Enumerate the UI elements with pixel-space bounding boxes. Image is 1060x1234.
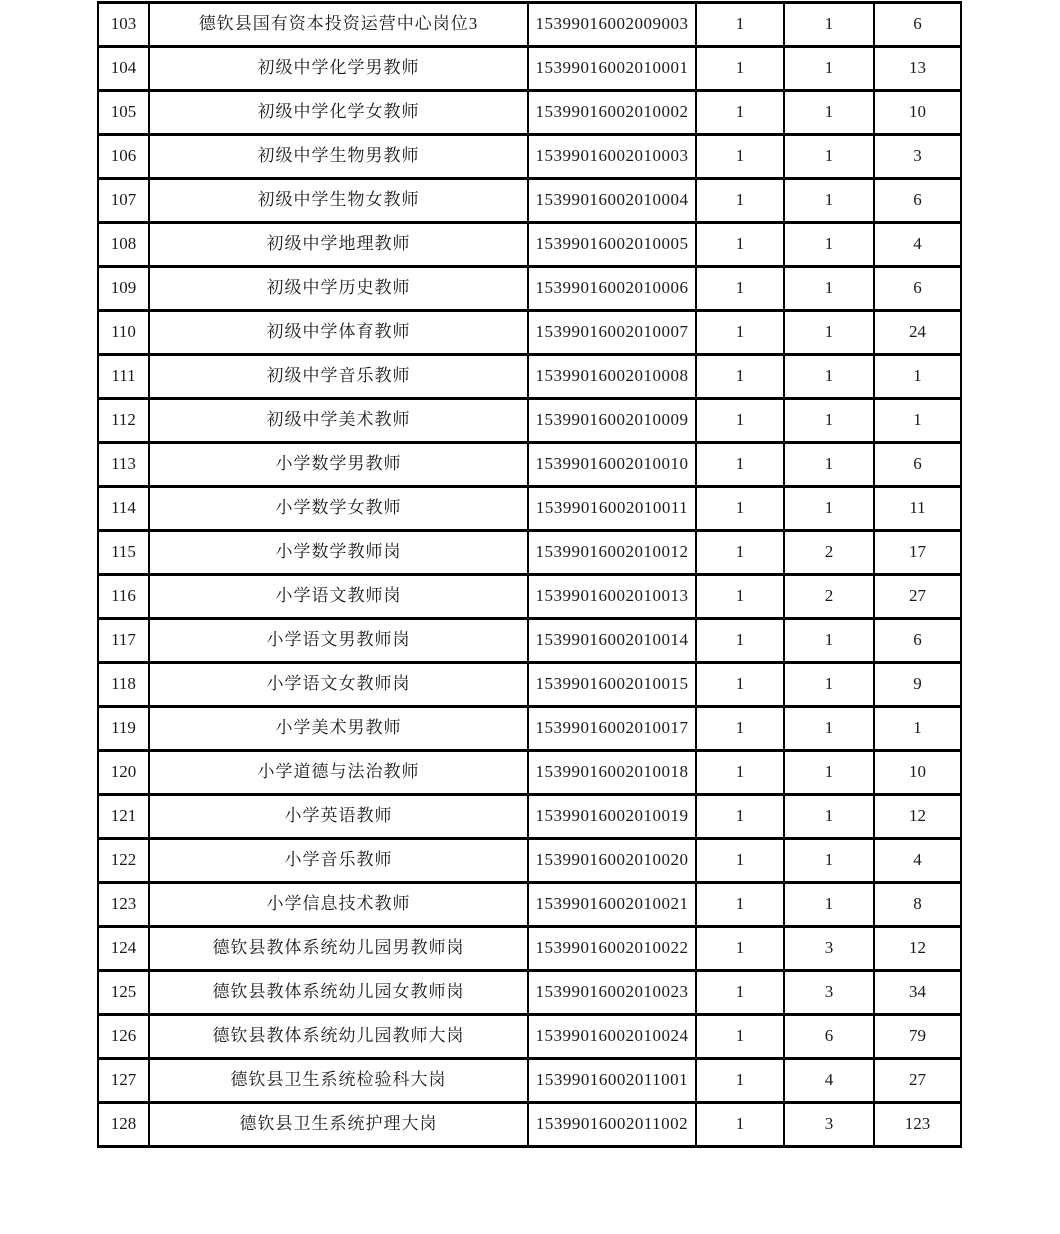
position-code-cell: 15399016002010015 — [528, 663, 696, 707]
value-3-cell: 1 — [874, 399, 961, 443]
position-name-cell: 小学美术男教师 — [149, 707, 528, 751]
row-number-cell: 124 — [98, 927, 149, 971]
position-code-cell: 15399016002010010 — [528, 443, 696, 487]
table-row — [98, 575, 961, 619]
row-number-cell: 126 — [98, 1015, 149, 1059]
table-row — [98, 839, 961, 883]
row-number-cell: 109 — [98, 267, 149, 311]
table-row — [98, 707, 961, 751]
position-code-cell: 15399016002011002 — [528, 1103, 696, 1147]
value-3-cell: 1 — [874, 707, 961, 751]
row-number-cell: 117 — [98, 619, 149, 663]
table-row — [98, 487, 961, 531]
value-3-cell: 4 — [874, 223, 961, 267]
value-3-cell: 13 — [874, 47, 961, 91]
value-2-cell: 1 — [784, 267, 874, 311]
value-2-cell: 1 — [784, 355, 874, 399]
position-name-cell: 小学语文男教师岗 — [149, 619, 528, 663]
value-1-cell: 1 — [696, 707, 784, 751]
position-code-cell: 15399016002011001 — [528, 1059, 696, 1103]
value-1-cell: 1 — [696, 355, 784, 399]
position-name-cell: 德钦县教体系统幼儿园男教师岗 — [149, 927, 528, 971]
row-number-cell: 107 — [98, 179, 149, 223]
value-1-cell: 1 — [696, 135, 784, 179]
row-number-cell: 116 — [98, 575, 149, 619]
value-2-cell: 1 — [784, 399, 874, 443]
value-1-cell: 1 — [696, 443, 784, 487]
table-row — [98, 751, 961, 795]
value-3-cell: 6 — [874, 267, 961, 311]
table-row — [98, 399, 961, 443]
position-name-cell: 初级中学化学女教师 — [149, 91, 528, 135]
position-code-cell: 15399016002010013 — [528, 575, 696, 619]
table-row — [98, 311, 961, 355]
value-2-cell: 1 — [784, 883, 874, 927]
value-1-cell: 1 — [696, 3, 784, 47]
position-name-cell: 初级中学历史教师 — [149, 267, 528, 311]
value-2-cell: 4 — [784, 1059, 874, 1103]
value-3-cell: 123 — [874, 1103, 961, 1147]
positions-table — [97, 1, 962, 1148]
value-3-cell: 17 — [874, 531, 961, 575]
position-name-cell: 初级中学生物男教师 — [149, 135, 528, 179]
row-number-cell: 125 — [98, 971, 149, 1015]
position-code-cell: 15399016002010003 — [528, 135, 696, 179]
value-1-cell: 1 — [696, 1059, 784, 1103]
value-2-cell: 1 — [784, 839, 874, 883]
value-2-cell: 1 — [784, 795, 874, 839]
row-number-cell: 120 — [98, 751, 149, 795]
position-code-cell: 15399016002010011 — [528, 487, 696, 531]
position-code-cell: 15399016002010006 — [528, 267, 696, 311]
value-3-cell: 79 — [874, 1015, 961, 1059]
position-name-cell: 初级中学美术教师 — [149, 399, 528, 443]
position-code-cell: 15399016002010022 — [528, 927, 696, 971]
value-2-cell: 1 — [784, 135, 874, 179]
position-code-cell: 15399016002010017 — [528, 707, 696, 751]
position-name-cell: 初级中学体育教师 — [149, 311, 528, 355]
value-1-cell: 1 — [696, 839, 784, 883]
position-code-cell: 15399016002010014 — [528, 619, 696, 663]
table-row — [98, 267, 961, 311]
table-row — [98, 927, 961, 971]
row-number-cell: 128 — [98, 1103, 149, 1147]
value-2-cell: 2 — [784, 575, 874, 619]
position-code-cell: 15399016002010004 — [528, 179, 696, 223]
value-3-cell: 3 — [874, 135, 961, 179]
value-2-cell: 2 — [784, 531, 874, 575]
value-3-cell: 12 — [874, 927, 961, 971]
position-name-cell: 小学语文教师岗 — [149, 575, 528, 619]
position-code-cell: 15399016002009003 — [528, 3, 696, 47]
position-name-cell: 初级中学地理教师 — [149, 223, 528, 267]
position-code-cell: 15399016002010021 — [528, 883, 696, 927]
value-2-cell: 1 — [784, 179, 874, 223]
value-1-cell: 1 — [696, 47, 784, 91]
value-1-cell: 1 — [696, 91, 784, 135]
row-number-cell: 122 — [98, 839, 149, 883]
value-1-cell: 1 — [696, 927, 784, 971]
row-number-cell: 127 — [98, 1059, 149, 1103]
table-row — [98, 443, 961, 487]
value-1-cell: 1 — [696, 575, 784, 619]
row-number-cell: 118 — [98, 663, 149, 707]
row-number-cell: 113 — [98, 443, 149, 487]
value-1-cell: 1 — [696, 487, 784, 531]
position-name-cell: 小学语文女教师岗 — [149, 663, 528, 707]
position-code-cell: 15399016002010024 — [528, 1015, 696, 1059]
value-1-cell: 1 — [696, 1103, 784, 1147]
row-number-cell: 121 — [98, 795, 149, 839]
position-name-cell: 初级中学音乐教师 — [149, 355, 528, 399]
position-code-cell: 15399016002010023 — [528, 971, 696, 1015]
table-row — [98, 619, 961, 663]
position-name-cell: 德钦县国有资本投资运营中心岗位3 — [149, 3, 528, 47]
row-number-cell: 123 — [98, 883, 149, 927]
position-code-cell: 15399016002010002 — [528, 91, 696, 135]
table-row — [98, 795, 961, 839]
value-1-cell: 1 — [696, 179, 784, 223]
value-1-cell: 1 — [696, 971, 784, 1015]
table-row — [98, 1059, 961, 1103]
value-2-cell: 1 — [784, 663, 874, 707]
value-3-cell: 6 — [874, 619, 961, 663]
value-2-cell: 1 — [784, 91, 874, 135]
row-number-cell: 104 — [98, 47, 149, 91]
row-number-cell: 110 — [98, 311, 149, 355]
value-1-cell: 1 — [696, 751, 784, 795]
table-row — [98, 91, 961, 135]
value-2-cell: 3 — [784, 927, 874, 971]
value-2-cell: 1 — [784, 47, 874, 91]
value-3-cell: 10 — [874, 91, 961, 135]
position-name-cell: 初级中学生物女教师 — [149, 179, 528, 223]
position-name-cell: 小学音乐教师 — [149, 839, 528, 883]
value-2-cell: 1 — [784, 487, 874, 531]
table-row — [98, 531, 961, 575]
value-1-cell: 1 — [696, 1015, 784, 1059]
row-number-cell: 108 — [98, 223, 149, 267]
value-3-cell: 10 — [874, 751, 961, 795]
value-1-cell: 1 — [696, 311, 784, 355]
document-page — [97, 1, 962, 1148]
value-1-cell: 1 — [696, 223, 784, 267]
value-2-cell: 1 — [784, 619, 874, 663]
position-name-cell: 初级中学化学男教师 — [149, 47, 528, 91]
value-3-cell: 1 — [874, 355, 961, 399]
value-1-cell: 1 — [696, 267, 784, 311]
value-1-cell: 1 — [696, 619, 784, 663]
value-1-cell: 1 — [696, 883, 784, 927]
position-name-cell: 小学信息技术教师 — [149, 883, 528, 927]
row-number-cell: 106 — [98, 135, 149, 179]
value-1-cell: 1 — [696, 663, 784, 707]
row-number-cell: 119 — [98, 707, 149, 751]
table-row — [98, 47, 961, 91]
value-2-cell: 1 — [784, 3, 874, 47]
value-3-cell: 8 — [874, 883, 961, 927]
position-name-cell: 德钦县教体系统幼儿园教师大岗 — [149, 1015, 528, 1059]
position-code-cell: 15399016002010020 — [528, 839, 696, 883]
value-3-cell: 27 — [874, 1059, 961, 1103]
position-name-cell: 小学数学教师岗 — [149, 531, 528, 575]
position-code-cell: 15399016002010007 — [528, 311, 696, 355]
position-name-cell: 小学数学男教师 — [149, 443, 528, 487]
value-1-cell: 1 — [696, 795, 784, 839]
position-name-cell: 德钦县卫生系统检验科大岗 — [149, 1059, 528, 1103]
table-row — [98, 135, 961, 179]
value-3-cell: 9 — [874, 663, 961, 707]
value-2-cell: 1 — [784, 751, 874, 795]
table-row — [98, 971, 961, 1015]
position-name-cell: 小学数学女教师 — [149, 487, 528, 531]
table-row — [98, 223, 961, 267]
value-2-cell: 3 — [784, 971, 874, 1015]
table-row — [98, 179, 961, 223]
value-3-cell: 12 — [874, 795, 961, 839]
position-code-cell: 15399016002010001 — [528, 47, 696, 91]
row-number-cell: 105 — [98, 91, 149, 135]
value-3-cell: 11 — [874, 487, 961, 531]
position-name-cell: 德钦县教体系统幼儿园女教师岗 — [149, 971, 528, 1015]
row-number-cell: 111 — [98, 355, 149, 399]
value-2-cell: 6 — [784, 1015, 874, 1059]
value-3-cell: 34 — [874, 971, 961, 1015]
position-name-cell: 小学道德与法治教师 — [149, 751, 528, 795]
table-row — [98, 663, 961, 707]
value-2-cell: 1 — [784, 311, 874, 355]
row-number-cell: 115 — [98, 531, 149, 575]
value-3-cell: 6 — [874, 3, 961, 47]
position-name-cell: 德钦县卫生系统护理大岗 — [149, 1103, 528, 1147]
value-2-cell: 3 — [784, 1103, 874, 1147]
row-number-cell: 112 — [98, 399, 149, 443]
row-number-cell: 103 — [98, 3, 149, 47]
value-2-cell: 1 — [784, 707, 874, 751]
position-code-cell: 15399016002010005 — [528, 223, 696, 267]
position-code-cell: 15399016002010019 — [528, 795, 696, 839]
value-2-cell: 1 — [784, 223, 874, 267]
table-row — [98, 1103, 961, 1147]
value-2-cell: 1 — [784, 443, 874, 487]
value-3-cell: 6 — [874, 179, 961, 223]
value-3-cell: 27 — [874, 575, 961, 619]
row-number-cell: 114 — [98, 487, 149, 531]
position-code-cell: 15399016002010009 — [528, 399, 696, 443]
position-code-cell: 15399016002010008 — [528, 355, 696, 399]
value-1-cell: 1 — [696, 399, 784, 443]
position-name-cell: 小学英语教师 — [149, 795, 528, 839]
table-row — [98, 883, 961, 927]
table-row — [98, 3, 961, 47]
table-row — [98, 1015, 961, 1059]
value-3-cell: 4 — [874, 839, 961, 883]
value-3-cell: 24 — [874, 311, 961, 355]
position-code-cell: 15399016002010012 — [528, 531, 696, 575]
value-3-cell: 6 — [874, 443, 961, 487]
value-1-cell: 1 — [696, 531, 784, 575]
table-row — [98, 355, 961, 399]
position-code-cell: 15399016002010018 — [528, 751, 696, 795]
